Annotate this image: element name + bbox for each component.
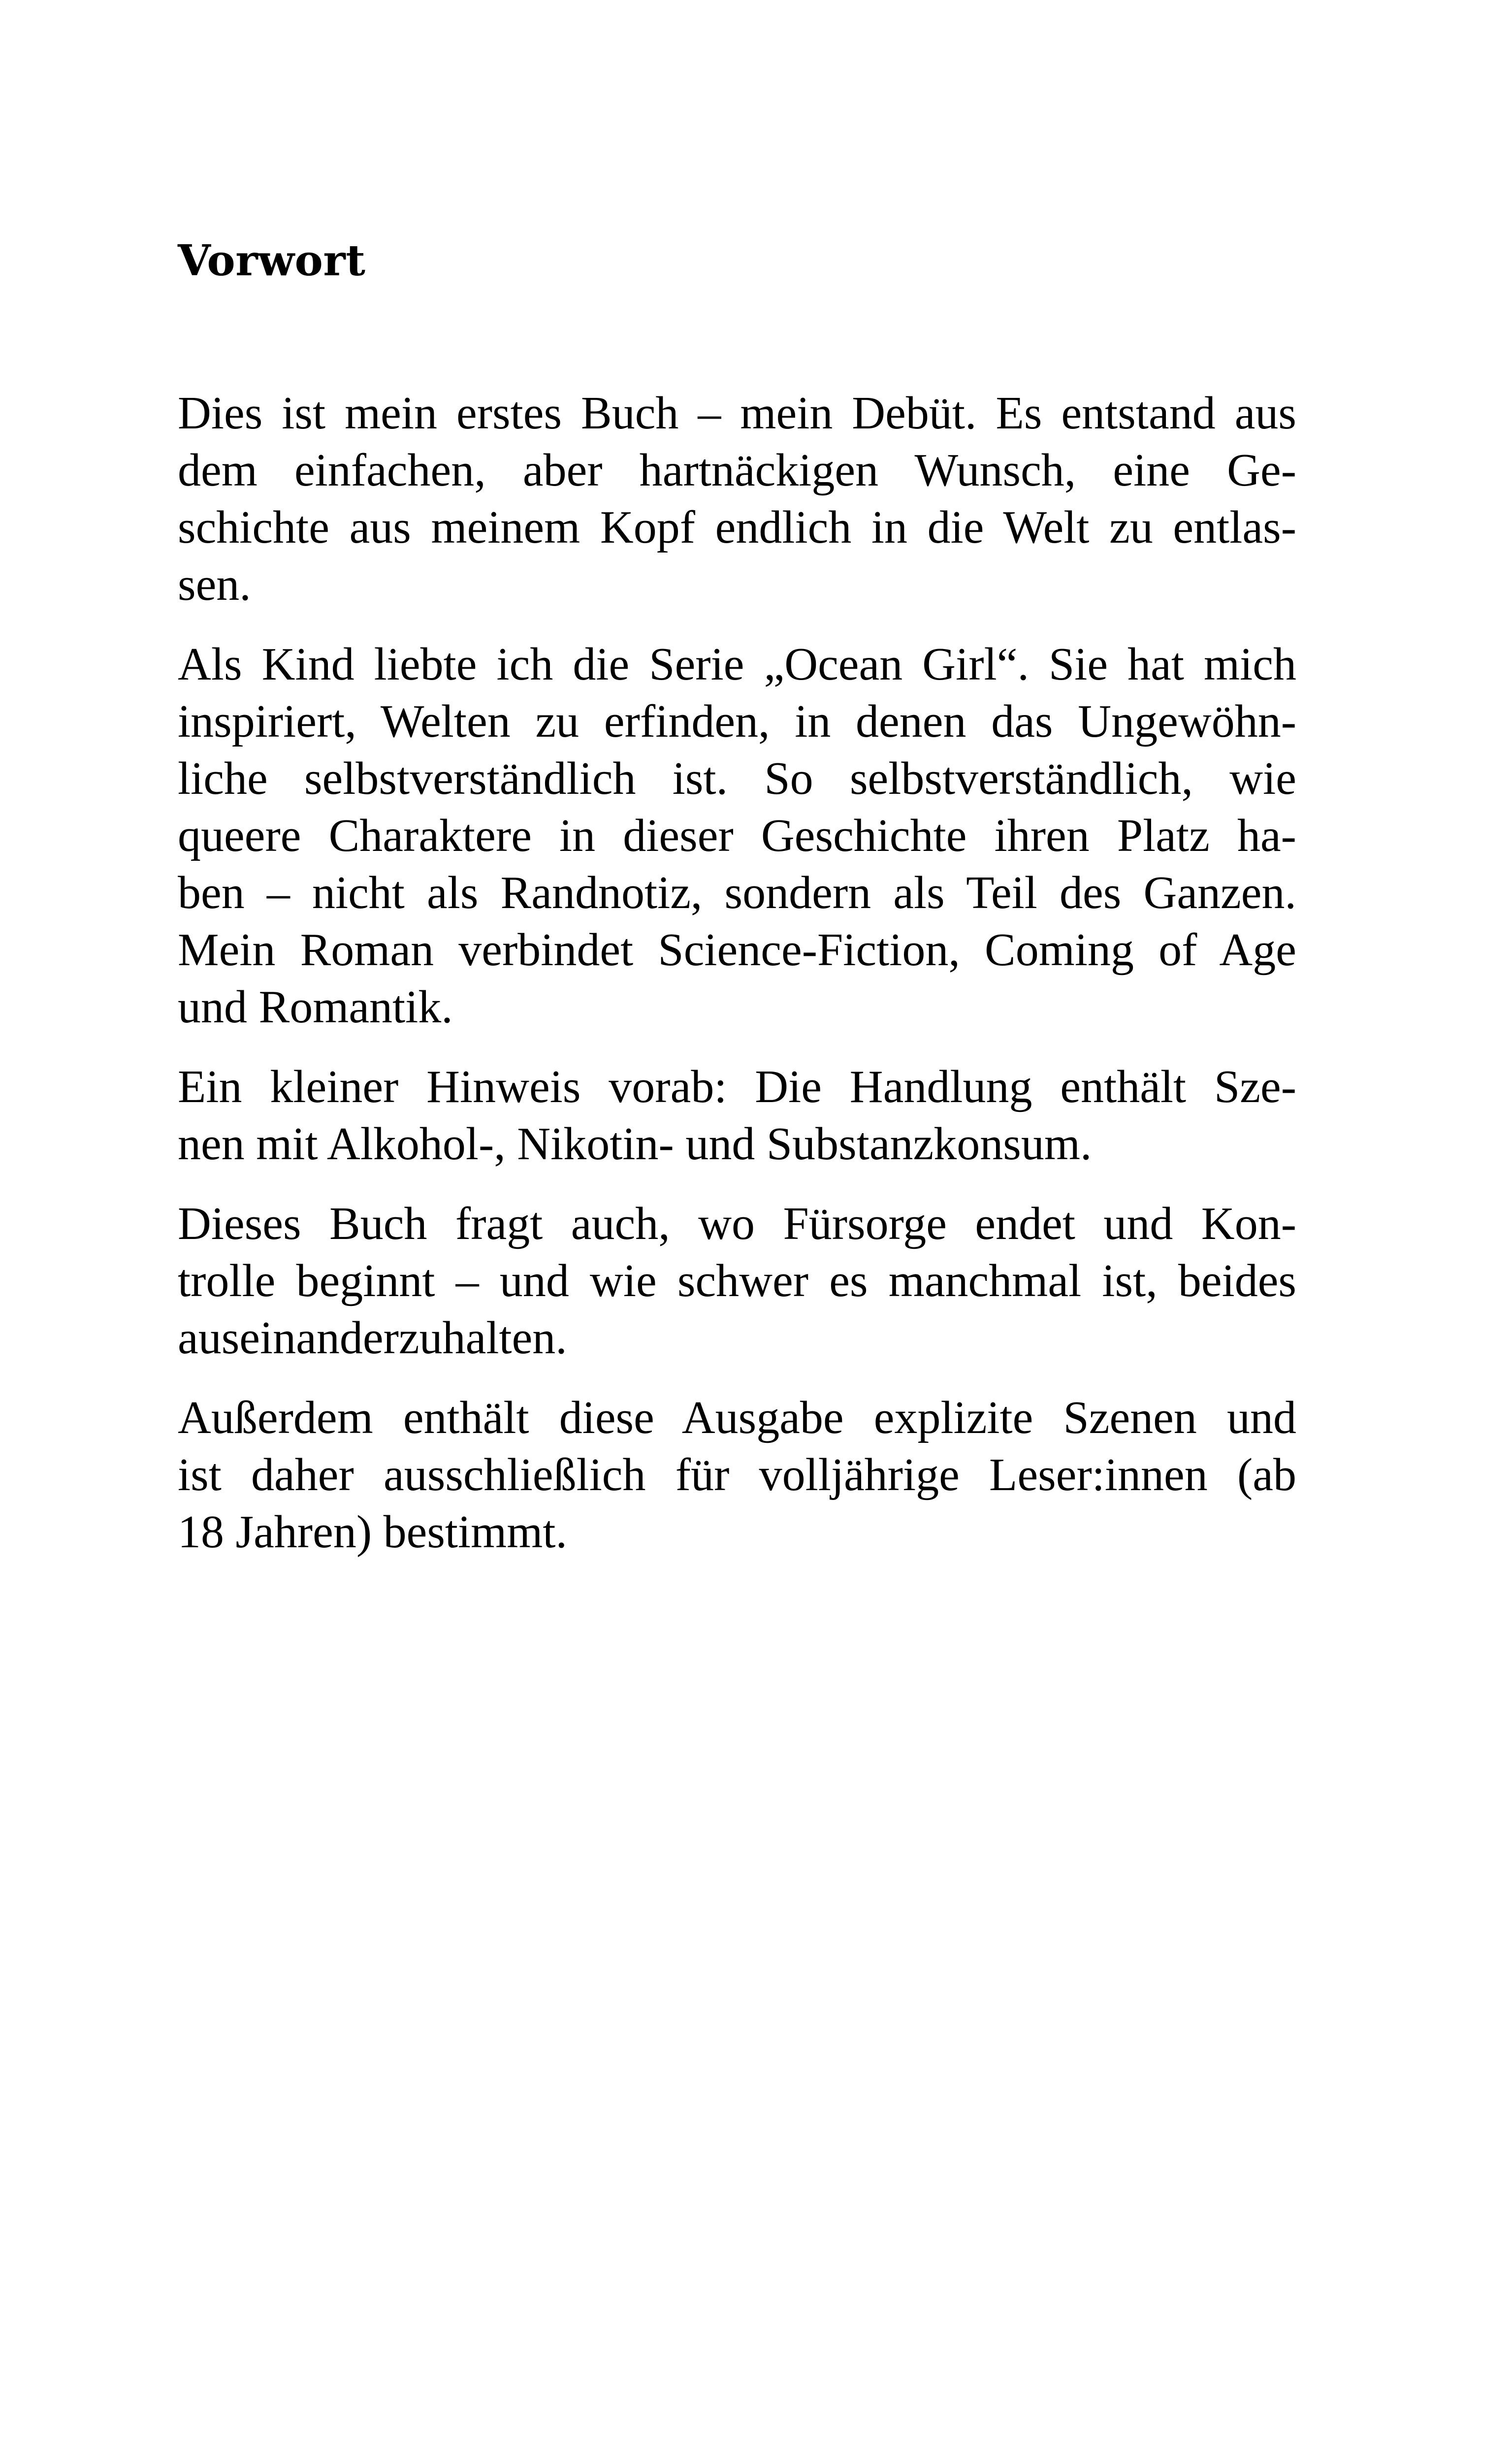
paragraph-age-notice [178, 1389, 1296, 1561]
text-line: Dieses Buch fragt auch, wo Fürsorge endet und Kon- [178, 1198, 1296, 1249]
text-line: Dies ist mein erstes Buch – mein Debüt. Es entstand aus [178, 388, 1296, 439]
text-line: trolle beginnt – und wie schwer es manchmal ist, beides [178, 1255, 1296, 1306]
text-line: liche selbstverständlich ist. So selbstverständlich, wie [178, 753, 1296, 804]
page-title: Vorwort [178, 236, 366, 286]
text-line: sen. [178, 559, 251, 610]
text-line: ist daher ausschließlich für volljährige Leser:innen (ab [178, 1449, 1296, 1500]
text-line: schichte aus meinem Kopf endlich in die Welt zu entlas- [178, 502, 1296, 553]
text-line: Mein Roman verbindet Science-Fiction, Coming of Age [178, 924, 1296, 976]
text-line: und Romantik. [178, 981, 453, 1033]
text-line: Ein kleiner Hinweis vorab: Die Handlung enthält Sze- [178, 1061, 1296, 1112]
text-line: nen mit Alkohol-, Nikotin- und Substanzkonsum. [178, 1118, 1092, 1170]
text-line: ben – nicht als Randnotiz, sondern als Teil des Ganzen. [178, 867, 1296, 918]
paragraph-content-note [178, 1058, 1296, 1173]
paragraph-care-control [178, 1195, 1296, 1367]
paragraph-debut [178, 385, 1296, 613]
text-line: 18 Jahren) bestimmt. [178, 1506, 568, 1558]
text-line: auseinanderzuhalten. [178, 1312, 567, 1364]
text-line: queere Charaktere in dieser Geschichte ihren Platz ha- [178, 810, 1296, 861]
text-line: Außerdem enthält diese Ausgabe explizite Szenen und [178, 1392, 1296, 1443]
foreword-text-block [178, 234, 1296, 1583]
text-line: Als Kind liebte ich die Serie „Ocean Girl“. Sie hat mich [178, 639, 1296, 690]
text-line: inspiriert, Welten zu erfinden, in denen das Ungewöhn- [178, 696, 1296, 747]
paragraph-inspiration [178, 636, 1296, 1036]
text-line: dem einfachen, aber hartnäckigen Wunsch, eine Ge- [178, 445, 1296, 496]
